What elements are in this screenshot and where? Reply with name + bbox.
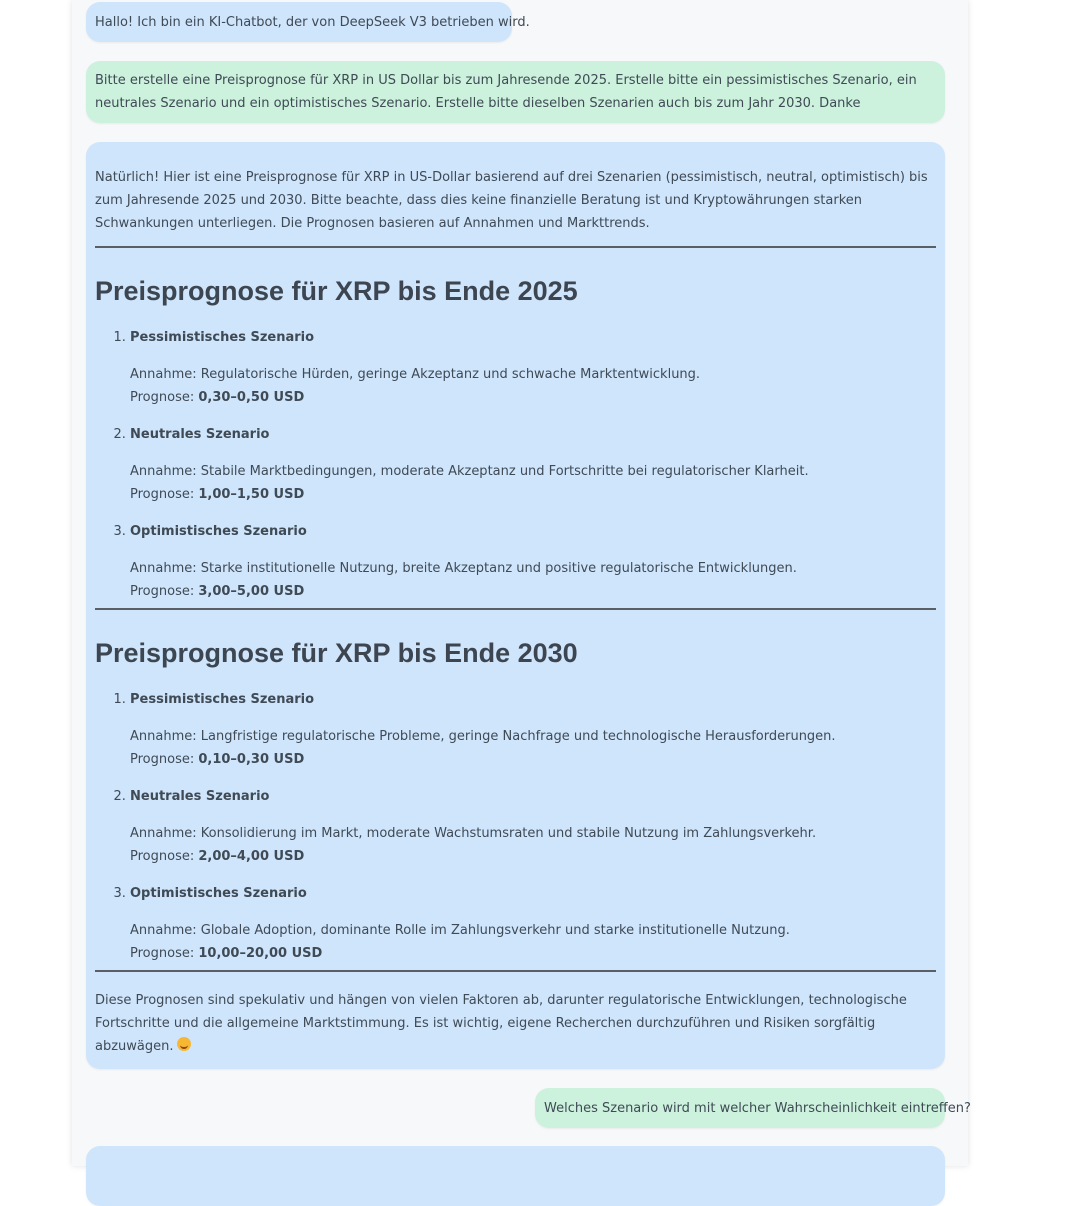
answer-intro: Natürlich! Hier ist eine Preisprognose für XRP in US-Dollar basierend auf drei Szenarien (pessimistisch, neutral, optimistisch) bis zum Jahresende 2025 und 2030. Bitte beachte, dass dies keine finanzielle Beratung ist und Kryptowährungen starken Schwankungen unterliegen. Die Prognosen basieren auf Annahmen und Markttrends. — [95, 170, 928, 231]
divider — [95, 970, 936, 972]
forecast-label: Prognose: — [130, 584, 199, 599]
scenario-detail — [130, 363, 936, 409]
bot-answer-message — [86, 142, 945, 1069]
user-message — [86, 61, 945, 123]
scenario-item — [130, 688, 936, 771]
forecast-label: Prognose: — [130, 946, 199, 961]
forecast-value: 10,00–20,00 USD — [198, 946, 323, 961]
bot-answer-message-partial — [86, 1146, 945, 1206]
scenario-title: 3. Optimistisches Szenario — [130, 886, 307, 901]
scenario-detail — [130, 557, 936, 603]
forecast-label: Prognose: — [130, 849, 199, 864]
scenario-detail — [130, 919, 936, 965]
message-text: Hallo! Ich bin ein KI-Chatbot, der von DeepSeek V3 betrieben wird. — [95, 15, 530, 30]
scenario-item — [130, 520, 936, 603]
scenario-assumption: Annahme: Starke institutionelle Nutzung, breite Akzeptanz und positive regulatorische Entwicklungen. — [130, 561, 797, 576]
scenario-list-2030 — [95, 688, 936, 965]
divider — [95, 608, 936, 610]
section-heading-2030: Preisprognose für XRP bis Ende 2030 — [95, 638, 578, 668]
scenario-item — [130, 326, 936, 409]
message-text: Bitte erstelle eine Preisprognose für XRP in US Dollar bis zum Jahresende 2025. Erstelle bitte ein pessimistisches Szenario, ein neutrales Szenario und ein optimistisches Szenario. Erstelle bitte dieselben Szenarien auch bis zum Jahr 2030. Danke — [95, 73, 917, 111]
bot-greeting-message — [86, 2, 530, 42]
smiling-face-icon — [177, 1037, 191, 1051]
section-heading-2025: Preisprognose für XRP bis Ende 2025 — [95, 276, 578, 306]
forecast-label: Prognose: — [130, 487, 199, 502]
forecast-value: 3,00–5,00 USD — [198, 584, 305, 599]
scenario-list-2025 — [95, 326, 936, 603]
user-message — [535, 1088, 971, 1128]
scenario-title: 3. Optimistisches Szenario — [130, 524, 307, 539]
scenario-item — [130, 785, 936, 868]
scenario-assumption: Annahme: Konsolidierung im Markt, moderate Wachstumsraten und stabile Nutzung im Zahlungsverkehr. — [130, 826, 817, 841]
scenario-title: 1. Pessimistisches Szenario — [130, 330, 315, 345]
divider — [95, 246, 936, 248]
forecast-label: Prognose: — [130, 752, 199, 767]
scenario-item — [130, 423, 936, 506]
message-text: Welches Szenario wird mit welcher Wahrscheinlichkeit eintreffen? — [544, 1101, 971, 1116]
scenario-item — [130, 882, 936, 965]
forecast-value: 0,10–0,30 USD — [198, 752, 305, 767]
scenario-detail — [130, 460, 936, 506]
forecast-label: Prognose: — [130, 390, 199, 405]
scenario-title: 1. Pessimistisches Szenario — [130, 692, 315, 707]
scenario-assumption: Annahme: Stabile Marktbedingungen, moderate Akzeptanz und Fortschritte bei regulatorischer Klarheit. — [130, 464, 809, 479]
scenario-assumption: Annahme: Regulatorische Hürden, geringe Akzeptanz und schwache Marktentwicklung. — [130, 367, 701, 382]
scenario-detail — [130, 725, 936, 771]
forecast-value: 1,00–1,50 USD — [198, 487, 305, 502]
scenario-title: 2. Neutrales Szenario — [130, 789, 270, 804]
scenario-assumption: Annahme: Globale Adoption, dominante Rolle im Zahlungsverkehr und starke institutionelle Nutzung. — [130, 923, 790, 938]
closing-text: Diese Prognosen sind spekulativ und hängen von vielen Faktoren ab, darunter regulatorische Entwicklungen, technologische Fortschritte und die allgemeine Marktstimmung. Es ist wichtig, eigene Recherchen durchzuführen und Risiken sorgfältig abzuwägen. — [95, 993, 907, 1054]
forecast-value: 0,30–0,50 USD — [198, 390, 305, 405]
forecast-value: 2,00–4,00 USD — [198, 849, 305, 864]
answer-closing — [95, 989, 936, 1058]
scenario-assumption: Annahme: Langfristige regulatorische Probleme, geringe Nachfrage und technologische Herausforderungen. — [130, 729, 836, 744]
scenario-detail — [130, 822, 936, 868]
scenario-title: 2. Neutrales Szenario — [130, 427, 270, 442]
